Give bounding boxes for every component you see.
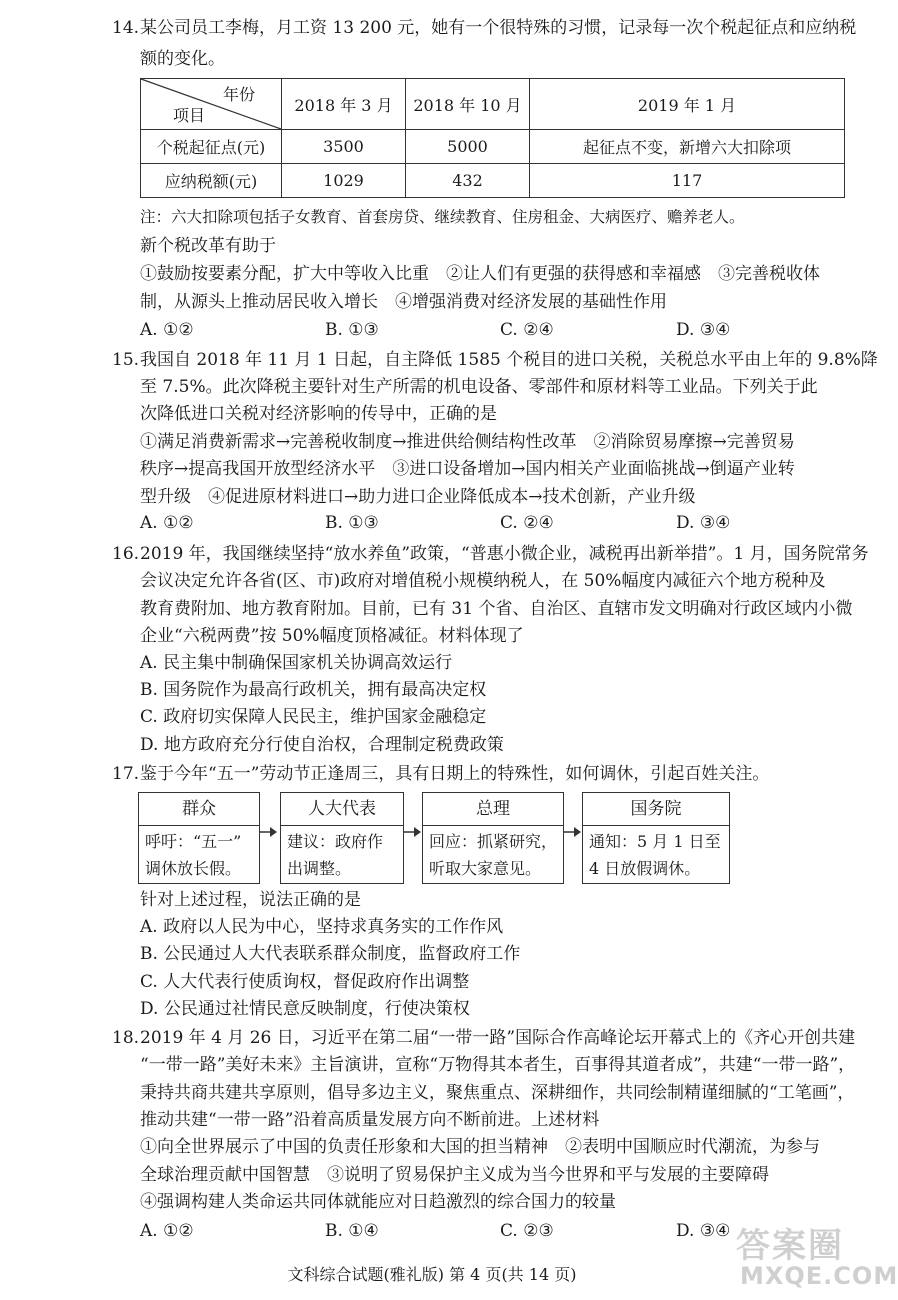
question-15-line: 次降低进口关税对经济影响的传导中，正确的是 bbox=[140, 404, 497, 424]
option-a[interactable]: A. ①② bbox=[140, 320, 194, 340]
flow-box-title: 总理 bbox=[423, 793, 563, 826]
question-18-line: ①向全世界展示了中国的负责任形象和大国的担当精神 ②表明中国顺应时代潮流，为参与 bbox=[140, 1137, 820, 1157]
option-b[interactable]: B. 国务院作为最高行政机关，拥有最高决定权 bbox=[140, 680, 487, 700]
option-d[interactable]: D. ③④ bbox=[676, 513, 731, 533]
question-14-statements-line-2: 制，从源头上推动居民收入增长 ④增强消费对经济发展的基础性作用 bbox=[140, 292, 667, 312]
option-b[interactable]: B. ①④ bbox=[325, 1221, 379, 1241]
row-label: 个税起征点(元) bbox=[141, 130, 282, 164]
table-cell: 起征点不变，新增六大扣除项 bbox=[530, 130, 845, 164]
table-cell: 5000 bbox=[406, 130, 530, 164]
question-17-number: 17. bbox=[112, 764, 140, 784]
watermark-url: MXQE.COM bbox=[740, 1262, 898, 1290]
option-c[interactable]: C. 政府切实保障人民民主，维护国家金融稳定 bbox=[140, 707, 487, 727]
header-year: 年份 bbox=[222, 85, 255, 104]
diagonal-line bbox=[141, 79, 281, 129]
question-18-line: 秉持共商共建共享原则，倡导多边主义，聚焦重点、深耕细作，共同绘制精谨细腻的“工笔画”， bbox=[140, 1083, 855, 1103]
option-d[interactable]: D. 地方政府充分行使自治权，合理制定税费政策 bbox=[140, 735, 504, 755]
watermark-logo bbox=[730, 1218, 898, 1294]
flow-box-text: 回应：抓紧研究， bbox=[429, 832, 558, 851]
option-a[interactable]: A. ①② bbox=[140, 513, 194, 533]
question-14-prompt: 新个税改革有助于 bbox=[140, 236, 276, 256]
flow-box-public bbox=[138, 792, 260, 884]
option-c[interactable]: C. ②③ bbox=[500, 1221, 554, 1241]
option-b[interactable]: B. ①③ bbox=[325, 320, 379, 340]
arrow-right-icon bbox=[564, 822, 582, 842]
arrow-right-icon bbox=[260, 822, 278, 842]
question-14-number: 14. bbox=[112, 18, 140, 38]
flow-box-text: 4 日放假调休。 bbox=[589, 859, 701, 878]
question-16-line: 会议决定允许各省(区、市)政府对增值税小规模纳税人，在 50%幅度内减征六个地方税种及 bbox=[140, 571, 826, 591]
column-header: 2018 年 10 月 bbox=[406, 79, 530, 130]
question-15-line: 我国自 2018 年 11 月 1 日起，自主降低 1585 个税目的进口关税，关税总水平由上年的 9.8%降 bbox=[140, 350, 878, 370]
table-row bbox=[141, 130, 845, 164]
flow-box-title: 人大代表 bbox=[281, 793, 403, 826]
option-c[interactable]: C. 人大代表行使质询权，督促政府作出调整 bbox=[140, 972, 470, 992]
question-14-stem-line-1: 某公司员工李梅，月工资 13 200 元，她有一个很特殊的习惯，记录每一次个税起征点和应纳税 bbox=[140, 18, 857, 38]
arrow-right-icon bbox=[404, 822, 422, 842]
table-row bbox=[141, 164, 845, 198]
column-header: 2018 年 3 月 bbox=[282, 79, 406, 130]
column-header: 2019 年 1 月 bbox=[530, 79, 845, 130]
table-note: 注：六大扣除项包括子女教育、首套房贷、继续教育、住房租金、大病医疗、赡养老人。 bbox=[140, 208, 745, 226]
question-18-number: 18. bbox=[112, 1028, 140, 1048]
flow-box-premier bbox=[422, 792, 564, 884]
question-15-line: 至 7.5%。此次降税主要针对生产所需的机电设备、零部件和原材料等工业品。下列关于此 bbox=[140, 377, 818, 397]
flow-box-title: 群众 bbox=[139, 793, 259, 826]
flow-box-text: 建议：政府作 bbox=[287, 832, 384, 851]
page-footer: 文科综合试题(雅礼版) 第 4 页(共 14 页) bbox=[287, 1265, 577, 1284]
question-17-stem: 鉴于今年“五一”劳动节正逢周三，具有日期上的特殊性，如何调休，引起百姓关注。 bbox=[140, 764, 770, 784]
option-d[interactable]: D. 公民通过社情民意反映制度，行使决策权 bbox=[140, 999, 470, 1019]
question-16-line: 教育费附加、地方教育附加。目前，已有 31 个省、自治区、直辖市发文明确对行政区域内小微 bbox=[140, 599, 853, 619]
header-item: 项目 bbox=[173, 106, 206, 125]
option-b[interactable]: B. ①③ bbox=[325, 513, 379, 533]
question-15-line: ①满足消费新需求→完善税收制度→推进供给侧结构性改革 ②消除贸易摩擦→完善贸易 bbox=[140, 432, 795, 452]
question-17-prompt: 针对上述过程，说法正确的是 bbox=[140, 890, 361, 910]
option-a[interactable]: A. ①② bbox=[140, 1221, 194, 1241]
table-cell: 432 bbox=[406, 164, 530, 198]
flow-box-text: 出调整。 bbox=[287, 859, 352, 878]
flow-box-text: 通知：5 月 1 日至 bbox=[589, 832, 721, 851]
table-cell: 117 bbox=[530, 164, 845, 198]
option-d[interactable]: D. ③④ bbox=[676, 320, 731, 340]
question-16-line: 2019 年，我国继续坚持“放水养鱼”政策，“普惠小微企业，减税再出新举措”。1 月，国务院常务 bbox=[140, 544, 869, 564]
flow-box-text: 听取大家意见。 bbox=[429, 859, 542, 878]
flow-box-state-council bbox=[582, 792, 730, 884]
option-a[interactable]: A. 民主集中制确保国家机关协调高效运行 bbox=[140, 653, 453, 673]
tax-table bbox=[140, 78, 845, 198]
question-15-number: 15. bbox=[112, 350, 140, 370]
diagonal-header-cell bbox=[141, 79, 282, 130]
option-d[interactable]: D. ③④ bbox=[676, 1221, 731, 1241]
option-b[interactable]: B. 公民通过人大代表联系群众制度，监督政府工作 bbox=[140, 944, 521, 964]
table-cell: 3500 bbox=[282, 130, 406, 164]
flow-box-text: 调休放长假。 bbox=[145, 859, 242, 878]
row-label: 应纳税额(元) bbox=[141, 164, 282, 198]
question-16-line: 企业“六税两费”按 50%幅度顶格减征。材料体现了 bbox=[140, 626, 524, 646]
question-14-statements-line-1: ①鼓励按要素分配，扩大中等收入比重 ②让人们有更强的获得感和幸福感 ③完善税收体 bbox=[140, 264, 820, 284]
question-16-number: 16. bbox=[112, 544, 140, 564]
flow-box-npc-deputy bbox=[280, 792, 404, 884]
flow-box-text: 呼吁：“五一” bbox=[145, 832, 242, 851]
question-14-stem-line-2: 额的变化。 bbox=[140, 49, 225, 69]
table-cell: 1029 bbox=[282, 164, 406, 198]
question-15-line: 秩序→提高我国开放型经济水平 ③进口设备增加→国内相关产业面临挑战→倒逼产业转 bbox=[140, 459, 795, 479]
option-c[interactable]: C. ②④ bbox=[500, 513, 554, 533]
question-18-line: ④强调构建人类命运共同体就能应对日趋激烈的综合国力的较量 bbox=[140, 1192, 616, 1212]
option-c[interactable]: C. ②④ bbox=[500, 320, 554, 340]
question-18-line: 推动共建“一带一路”沿着高质量发展方向不断前进。上述材料 bbox=[140, 1110, 600, 1130]
option-a[interactable]: A. 政府以人民为中心，坚持求真务实的工作作风 bbox=[140, 917, 504, 937]
question-18-line: 全球治理贡献中国智慧 ③说明了贸易保护主义成为当今世界和平与发展的主要障碍 bbox=[140, 1165, 769, 1185]
question-18-line: 2019 年 4 月 26 日，习近平在第二届“一带一路”国际合作高峰论坛开幕式上的《齐心开创共建 bbox=[140, 1028, 856, 1048]
question-18-line: “一带一路”美好未来》主旨演讲，宣称“万物得其本者生，百事得其道者成”，共建“一带一路”， bbox=[140, 1055, 856, 1075]
flow-box-title: 国务院 bbox=[583, 793, 729, 826]
watermark-text: 答案圈 bbox=[736, 1226, 844, 1266]
question-15-line: 型升级 ④促进原材料进口→助力进口企业降低成本→技术创新，产业升级 bbox=[140, 487, 696, 507]
